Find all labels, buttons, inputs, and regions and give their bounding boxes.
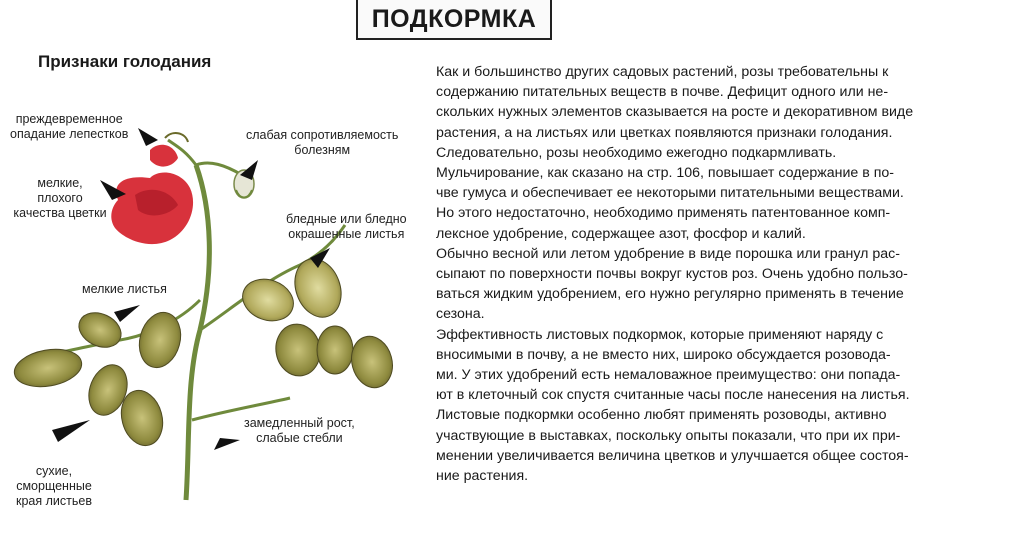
label-dry-edges: сухие, сморщенные края листьев	[16, 464, 92, 508]
body-text	[436, 62, 956, 486]
text-line: ми. У этих удобрений есть немаловажное преимущество: они попада-	[436, 367, 901, 384]
text-line: Обычно весной или летом удобрение в виде порошка или гранул рас-	[436, 245, 900, 262]
text-line: ваться жидким удобрением, его нужно регулярно применять в течение	[436, 286, 904, 303]
text-line: сыпают по поверхности почвы вокруг кустов роз. Очень удобно пользо-	[436, 266, 908, 283]
bud-stem	[196, 163, 242, 175]
text-line: ют в клеточный сок спустя считанные часы после нанесения на листья.	[436, 387, 910, 404]
text-line: Эффективность листовых подкормок, которые применяют наряду с	[436, 326, 884, 343]
text-line: вносимыми в почву, а не вместо них, широко обсуждается розовода-	[436, 346, 891, 363]
text-line: Листовые подкормки особенно любят применять розоводы, активно	[436, 407, 887, 424]
text-line: ние растения.	[436, 468, 529, 485]
text-line: сезона.	[436, 306, 485, 323]
label-small-leaves: мелкие листья	[82, 282, 167, 296]
text-line: чве гумуса и обеспечивает ее некоторыми питательными веществами.	[436, 185, 904, 202]
text-line: Но этого недостаточно, необходимо применять патентованное комп-	[436, 205, 891, 222]
text-line: Как и большинство других садовых растений, розы требовательны к	[436, 64, 889, 80]
text-line: содержанию питательных веществ в почве. Дефицит одного или не-	[436, 84, 889, 101]
text-line: скольких нужных элементов сказывается на росте и декоративном виде	[436, 104, 914, 121]
label-small-flowers: мелкие, плохого качества цветки	[13, 176, 107, 220]
section-heading: Признаки голодания	[38, 52, 212, 71]
text-line: участвующие в выставках, поскольку опыты показали, что при их при-	[436, 427, 901, 444]
label-weak-resistance: слабая сопротивляемость болезням	[246, 128, 399, 157]
text-line: менении увеличивается величина цветков и улучшается общее состоя-	[436, 447, 909, 464]
page-title: ПОДКОРМКА	[356, 0, 552, 40]
text-line: лексное удобрение, содержащее азот, фосфор и калий.	[436, 225, 806, 242]
label-slow-growth: замедленный рост, слабые стебли	[244, 416, 355, 445]
text-line: Следовательно, розы необходимо ежегодно подкармливать.	[436, 144, 837, 161]
text-line: растения, а на листьях или цветках появляются признаки голодания.	[436, 124, 893, 141]
rose-illustration	[0, 0, 430, 543]
label-pale-leaves: бледные или бледно окрашенные листья	[286, 212, 407, 241]
label-petals: преждевременное опадание лепестков	[10, 112, 129, 141]
text-line: Мульчирование, как сказано на стр. 106, повышает содержание в по-	[436, 165, 895, 182]
